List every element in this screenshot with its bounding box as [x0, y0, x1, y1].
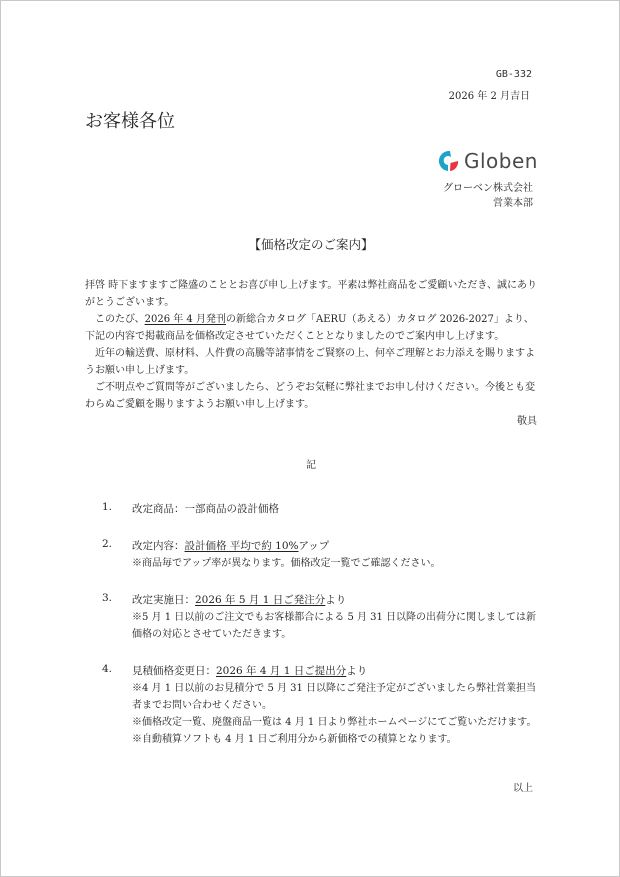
announcement-paragraph: このたび、2026 年 4 月発刊の新総合カタログ「AERU（あえる）カタログ 2026-2027」より、下記の内容で掲載商品を価格改定させていただくこととなりましたのでご案内申し上げます。 — [85, 314, 534, 342]
item-note: ※4 月 1 日以前のお見積分で 5 月 31 日以降にご発注予定がございましたら弊社営業担当者までお問い合わせください。 — [132, 683, 537, 711]
document-number: GB-332 — [495, 69, 532, 80]
addressee: お客様各位 — [85, 111, 175, 132]
company-name: グローベン株式会社 — [443, 183, 533, 194]
letter-body — [85, 277, 537, 430]
department-name: 営業本部 — [493, 198, 533, 209]
reason-paragraph: 近年の輸送費、原材料、人件費の高騰等諸事情をご賢察の上、何卒ご理解とお力添えを賜りますようお願い申し上げます。 — [85, 348, 535, 376]
catalog-issue-date: 2026 年 4 月発刊 — [144, 314, 226, 325]
price-increase-rate: 設計価格 平均で約 10% — [184, 540, 299, 552]
issue-date: 2026 年 2 月吉日 — [448, 91, 530, 102]
revision-items — [102, 501, 542, 768]
item-note: ※自動積算ソフトも 4 月 1 日ご利用分から新価格での積算となります。 — [132, 734, 457, 745]
item-effective-date: 3. 改定実施日：2026 年 5 月 1 日ご発注分より ※5 月 1 日以前のご注文でもお客様都合による 5 月 31 日以降の出荷分に関しましては新価格の対応とさせていただきます。 — [102, 592, 542, 643]
item-note: ※商品毎でアップ率が異なります。価格改定一覧でご確認ください。 — [132, 558, 441, 569]
ki-heading: 記 — [306, 460, 316, 471]
sender-block — [443, 181, 533, 211]
document-title: 【価格改定のご案内】 — [248, 237, 374, 252]
company-logo — [437, 149, 538, 173]
contact-paragraph: ご不明点やご質問等がございましたら、どうぞお気軽に弊社までお申し付けください。今後とも変わらぬご愛顧を賜りますようお願い申し上げます。 — [85, 382, 535, 410]
logo-wordmark: Globen — [464, 149, 538, 173]
end-mark: 以上 — [513, 783, 533, 794]
item-note: ※5 月 1 日以前のご注文でもお客様都合による 5 月 31 日以降の出荷分に関しましては新価格の対応とさせていただきます。 — [132, 612, 537, 640]
item-note: ※価格改定一覧、廃盤商品一覧は 4 月 1 日より弊社ホームページにてご覧いただけます。 — [132, 717, 537, 728]
quote-change-date: 2026 年 4 月 1 日ご提出分 — [216, 665, 347, 677]
item-revised-products: 1. 改定商品：一部商品の設計価格 — [102, 501, 279, 515]
globen-logo-icon — [437, 150, 459, 172]
item-revision-content: 2. 改定内容：設計価格 平均で約 10%アップ ※商品毎でアップ率が異なります。価格改定一覧でご確認ください。 — [102, 538, 542, 572]
greeting-paragraph: 拝啓 時下ますますご隆盛のこととお喜び申し上げます。平素は弊社商品をご愛顧いただき、誠にありがとうございます。 — [85, 280, 537, 308]
item-quote-change-date: 4. 見積価格変更日：2026 年 4 月 1 日ご提出分より ※4 月 1 日以前のお見積分で 5 月 31 日以降にご発注予定がございましたら弊社営業担当者までお問い合わせください。 ※価格改定一覧、廃盤商品一覧は 4 月 1 日より弊社ホームページにてご覧いただけます。 ※自動積算ソフトも 4 月 1 日ご利用分から新価格での積算となります。 — [102, 663, 542, 748]
effective-date: 2026 年 5 月 1 日ご発注分 — [195, 594, 326, 606]
closing-keigu: 敬具 — [517, 416, 537, 427]
